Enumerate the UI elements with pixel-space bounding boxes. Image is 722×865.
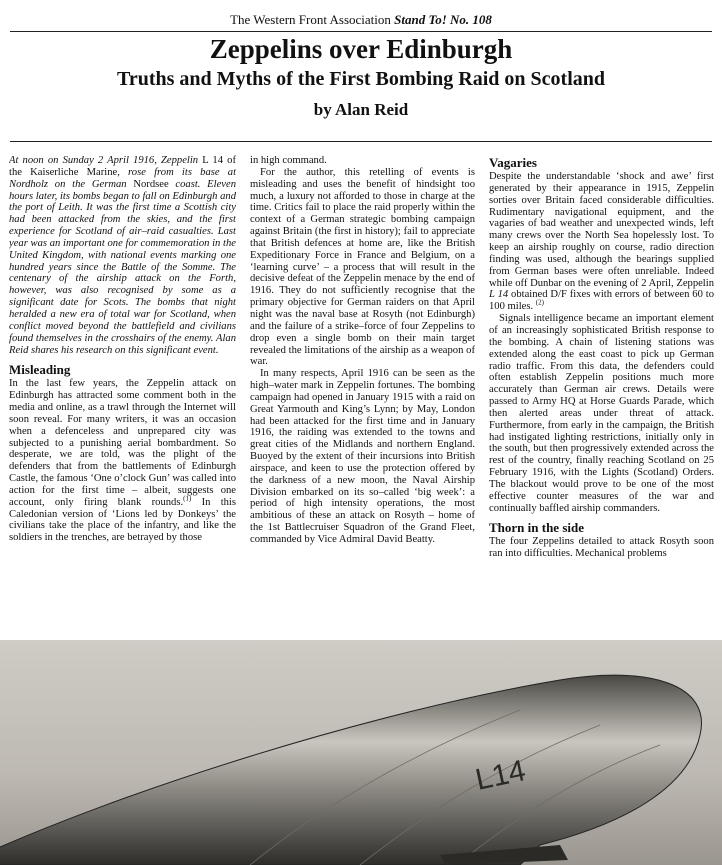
publisher-name: The Western Front Association — [230, 12, 391, 27]
body-paragraph: The four Zeppelins detailed to attack Rosyth soon ran into difficulties. Mechanical problems — [489, 536, 714, 560]
hull-marking: L14 — [472, 754, 529, 797]
body-paragraph: Despite the understandable ‘shock and awe’ first generated by their appearance in 1915, Zeppelin sorties over Britain faced considerable difficulties. Rudimentary navigational equipment, and the vagaries of bad weather and unexpected winds, left many crews over the North Sea hopelessly lost. To keep an airship roughly on course, radio direction finding was used, although the bearings supplied from German bases were often unreliable. Indeed while off Dunbar on the evening of 2 April, Zeppelin L 14 obtained D/F fixes with errors of between 60 to 100 miles. $^{(2)}$ — [489, 171, 714, 313]
issue-number: Stand To! No. 108 — [394, 12, 492, 27]
intro-paragraph: At noon on Sunday 2 April 1916, Zeppelin L 14 of the Kaiserliche Marine, rose from its base at Nordholz on the German Nordsee coast. Eleven hours later, its bombs began to fall on Edinburgh and the port of Leith. It was the first time a Scottish city had been attacked from the skies, and the first experience for Scotland of air–raid casualties. Last year was an important one for commemoration in the United Kingdom, with national events marking one hundred years since the Battle of the Somme. The centenary of the airship attack on the Forth, however, was also recognised by some as a significant date for Scots. The bombs that night heralded a new era of total war for Scotland, when conflict moved beyond the battlefield and civilians found themselves in the crosshairs of the enemy. Alan Reid shares his research on this significant event. — [9, 155, 236, 356]
column-2 — [250, 155, 475, 629]
column-3 — [489, 155, 714, 629]
article-subtitle: Truths and Myths of the First Bombing Raid on Scotland — [116, 68, 606, 90]
title-rule — [10, 141, 712, 142]
body-paragraph: in high command. — [250, 155, 327, 166]
body-paragraph: For the author, this retelling of events is misleading and uses the benefit of hindsight too much, a luxury not afforded to those in charge at the time. Critics fail to place the raid properly within the context of a German strategic bombing campaign against Britain (the first in history); fail to appreciate that British defences at home are, like the British Expeditionary Force in France and Belgium, on a ‘learning curve’ – a process that will result in the decisive defeat of the Zeppelin menace by the end of 1916. They do not sufficiently recognise that the primary objective for German raiders on that April night was the naval base at Rosyth (not Edinburgh) and the failure of a strike–force of four Zeppelins to drop even a single bomb on their main target revealed the limitations of the airship as a weapon of war. — [250, 166, 475, 368]
article-byline: by Alan Reid — [313, 100, 409, 119]
header-rule — [10, 31, 712, 32]
body-paragraph: In many respects, April 1916 can be seen as the high–water mark in Zeppelin fortunes. The bombing campaign had opened in January 1915 with a raid on Great Yarmouth and King’s Lynn; by May, London had been attacked for the first time and in January 1916, the raiding was extended to the towns and great cities of the Midlands and northern England. Buoyed by the extent of their incursions into British airspace, and keen to use the protection offered by the darkness of a new moon, the Naval Airship Division embarked on its so–called ‘big week’: a period of high intensity operations, the most ambitious of these an attack on Rosyth – home of the 1st Battlecruiser Squadron of the Grand Fleet, commanded by Vice Admiral David Beatty. — [250, 368, 475, 545]
article-title: Zeppelins over Edinburgh — [209, 34, 513, 64]
running-head — [0, 12, 722, 28]
heading-vagaries: Vagaries — [489, 155, 537, 170]
zeppelin-photograph — [0, 640, 722, 865]
body-paragraph: In the last few years, the Zeppelin attack on Edinburgh has attracted some comment both in the media and online, as a trawl through the Internet will soon reveal. For many writers, it was an occasion when a defenceless and unprepared city was subjected to a punishing aerial bombardment. So desperate, we are told, was the plight of the defenders that from the battlements of Edinburgh Castle, the famous ‘One o’clock Gun’ was called into action for the first time – albeit, suggests one account, only firing blank rounds.$^{(1)}$ In this Caledonian version of ‘Lions led by Donkeys’ the civilians take the place of the infantry, and like the soldiers in the trenches, are betrayed by those — [9, 378, 236, 544]
body-paragraph: Signals intelligence became an important element of an increasingly sophisticated British response to the bombing. A chain of listening stations was extended along the east coast to pick up German radio traffic. From this data, the defenders could often establish Zeppelin positions much more accurately than German air crews. Details were passed to Army HQ at Horse Guards Parade, which then alerted areas under threat of attack. Furthermore, from early in the campaign, the British had instigated lighting restrictions, initially only in the south, but then progressively extended across the rest of the country, finally reaching Scotland on 25 February 1916, with the Lights (Scotland) Orders. The blackout would prove to be one of the most effective counter measures of the war and continually baffled airship commanders. — [489, 313, 714, 514]
column-1 — [9, 155, 236, 629]
footnote-ref-1[interactable]: (1) — [183, 494, 192, 503]
heading-thorn-in-the-side: Thorn in the side — [489, 520, 584, 536]
zeppelin-image — [0, 640, 722, 865]
footnote-ref-2[interactable]: (2) — [535, 298, 544, 307]
heading-misleading: Misleading — [9, 362, 71, 378]
